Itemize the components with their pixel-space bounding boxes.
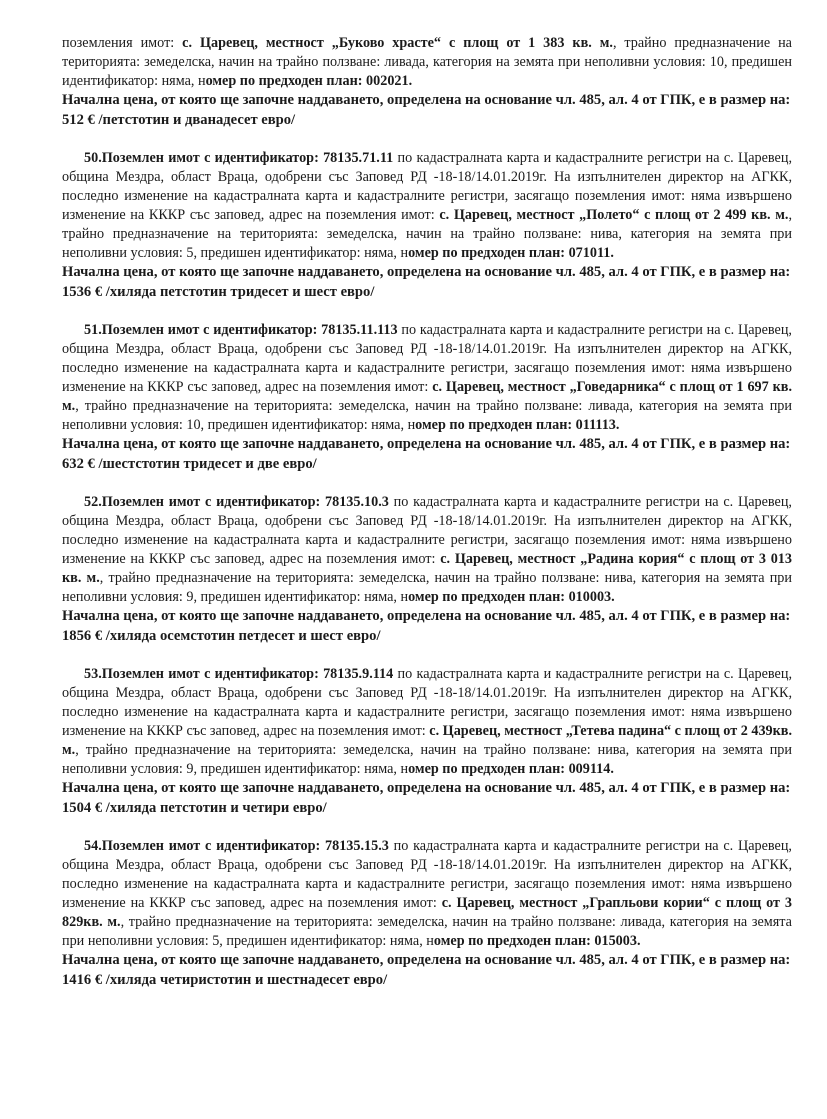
item-52-heading: 52.Поземлен имот с идентификатор: 78135.10.3 bbox=[84, 494, 389, 510]
spacer bbox=[62, 474, 792, 493]
item-51-location: с. Царевец, местност „Говедарника“ с площ от 1 697 кв. м. bbox=[62, 379, 792, 414]
item-51-paragraph bbox=[62, 321, 792, 435]
item-50-old-plan: омер по предходен план: 071011. bbox=[408, 245, 614, 261]
item-51-heading: 51.Поземлен имот с идентификатор: 78135.11.113 bbox=[84, 322, 398, 338]
item-51-body-1: по кадастралната карта и кадастралните регистри на с. Царевец, община Мездра, област Враца, одобрени със Заповед РД -18-18/14.01.2019г. На изпълнителен директор на АГКК, последно изменение на кадастралната карта и кадастралните регистри, засягащо поземления имот: няма извършено изменение на КККР със заповед, адрес на поземления имот: bbox=[62, 322, 792, 395]
item-52-body-1: по кадастралната карта и кадастралните регистри на с. Царевец, община Мездра, област Враца, одобрени със Заповед РД -18-18/14.01.2019г. На изпълнителен директор на АГКК, последно изменение на кадастралната карта и кадастралните регистри, засягащо поземления имот: няма извършено изменение на КККР със заповед, адрес на поземления имот: bbox=[62, 494, 792, 567]
item-53-body-2: , трайно предназначение на територията: земеделска, начин на трайно ползване: нива, категория на земята при неполивни условия: 9, предишен идентификатор: няма, н bbox=[62, 742, 792, 777]
spacer bbox=[62, 818, 792, 837]
lead-text-1: поземления имот: bbox=[62, 35, 183, 51]
lead-text-2: , трайно предназначение на територията: земеделска, начин на трайно ползване: ливада, категория на земята при неполивни условия: 10, предишен идентификатор: няма, н bbox=[62, 35, 792, 89]
item-51-old-plan: омер по предходен план: 011113. bbox=[415, 417, 620, 433]
item-54-paragraph bbox=[62, 837, 792, 951]
item-53-paragraph bbox=[62, 665, 792, 779]
spacer bbox=[62, 302, 792, 321]
item-53-heading: 53.Поземлен имот с идентификатор: 78135.9.114 bbox=[84, 666, 394, 682]
item-50-location: с. Царевец, местност „Полето“ с площ от 2 499 кв. м. bbox=[439, 207, 789, 223]
item-52-price: Начална цена, от която ще започне наддаването, определена на основание чл. 485, ал. 4 от ГПК, е в размер на: 1856 € /хиляда осемстотин петдесет и шест евро/ bbox=[62, 608, 791, 644]
spacer bbox=[62, 130, 792, 149]
item-52-paragraph bbox=[62, 493, 792, 607]
document-page bbox=[62, 34, 792, 990]
item-53-body-1: по кадастралната карта и кадастралните регистри на с. Царевец, община Мездра, област Враца, одобрени със Заповед РД -18-18/14.01.2019г. На изпълнителен директор на АГКК, последно изменение на кадастралната карта и кадастралните регистри, засягащо поземления имот: няма извършено изменение на КККР със заповед, адрес на поземления имот: bbox=[62, 666, 792, 739]
item-54-location: с. Царевец, местност „Грапльови кории“ с площ от 3 829кв. м. bbox=[62, 895, 792, 930]
item-54-price: Начална цена, от която ще започне наддаването, определена на основание чл. 485, ал. 4 от ГПК, е в размер на: 1416 € /хиляда четиристотин и шестнадесет евро/ bbox=[62, 952, 791, 988]
item-54-body-2: , трайно предназначение на територията: земеделска, начин на трайно ползване: ливада, категория на земята при неполивни условия: 5, предишен идентификатор: няма, н bbox=[62, 914, 792, 949]
item-52-old-plan: омер по предходен план: 010003. bbox=[408, 589, 615, 605]
item-51-price: Начална цена, от която ще започне наддаването, определена на основание чл. 485, ал. 4 от ГПК, е в размер на: 632 € /шестстотин тридесет и две евро/ bbox=[62, 436, 791, 472]
lead-price: Начална цена, от която ще започне наддаването, определена на основание чл. 485, ал. 4 от ГПК, е в размер на: 512 € /петстотин и дванадесет евро/ bbox=[62, 92, 791, 128]
item-50-paragraph bbox=[62, 149, 792, 263]
item-52-location: с. Царевец, местност „Радина кория“ с площ от 3 013 кв. м. bbox=[62, 551, 792, 586]
item-51-body-2: , трайно предназначение на територията: земеделска, начин на трайно ползване: ливада, категория на земята при неполивни условия: 10, предишен идентификатор: няма, н bbox=[62, 398, 792, 433]
item-50-body-1: по кадастралната карта и кадастралните регистри на с. Царевец, община Мездра, област Враца, одобрени със Заповед РД -18-18/14.01.2019г. На изпълнителен директор на АГКК, последно изменение на кадастралната карта и кадастралните регистри, засягащо поземления имот: няма извършено изменение на КККР със заповед, адрес на поземления имот: bbox=[62, 150, 792, 223]
item-54-heading: 54.Поземлен имот с идентификатор: 78135.15.3 bbox=[84, 838, 389, 854]
item-50-body-2: , трайно предназначение на територията: земеделска, начин на трайно ползване: нива, категория на земята при неполивни условия: 5, предишен идентификатор: няма, н bbox=[62, 207, 792, 261]
item-53-price: Начална цена, от която ще започне наддаването, определена на основание чл. 485, ал. 4 от ГПК, е в размер на: 1504 € /хиляда петстотин и четири евро/ bbox=[62, 780, 791, 816]
item-54-body-1: по кадастралната карта и кадастралните регистри на с. Царевец, община Мездра, област Враца, одобрени със Заповед РД -18-18/14.01.2019г. На изпълнителен директор на АГКК, последно изменение на кадастралната карта и кадастралните регистри, засягащо поземления имот: няма извършено изменение на КККР със заповед, адрес на поземления имот: bbox=[62, 838, 792, 911]
item-50-price: Начална цена, от която ще започне наддаването, определена на основание чл. 485, ал. 4 от ГПК, е в размер на: 1536 € /хиляда петстотин тридесет и шест евро/ bbox=[62, 264, 791, 300]
item-53-old-plan: омер по предходен план: 009114. bbox=[408, 761, 614, 777]
item-50-heading: 50.Поземлен имот с идентификатор: 78135.71.11 bbox=[84, 150, 394, 166]
lead-paragraph bbox=[62, 34, 792, 91]
item-53-location: с. Царевец, местност „Тетева падина“ с площ от 2 439кв. м. bbox=[62, 723, 793, 758]
item-52-body-2: , трайно предназначение на територията: земеделска, начин на трайно ползване: нива, категория на земята при неполивни условия: 9, предишен идентификатор: няма, н bbox=[62, 570, 792, 605]
spacer bbox=[62, 646, 792, 665]
lead-location: с. Царевец, местност „Буково храсте“ с площ от 1 383 кв. м. bbox=[182, 35, 613, 51]
item-54-old-plan: омер по предходен план: 015003. bbox=[433, 933, 641, 949]
lead-old-plan: омер по предходен план: 002021. bbox=[205, 73, 413, 89]
